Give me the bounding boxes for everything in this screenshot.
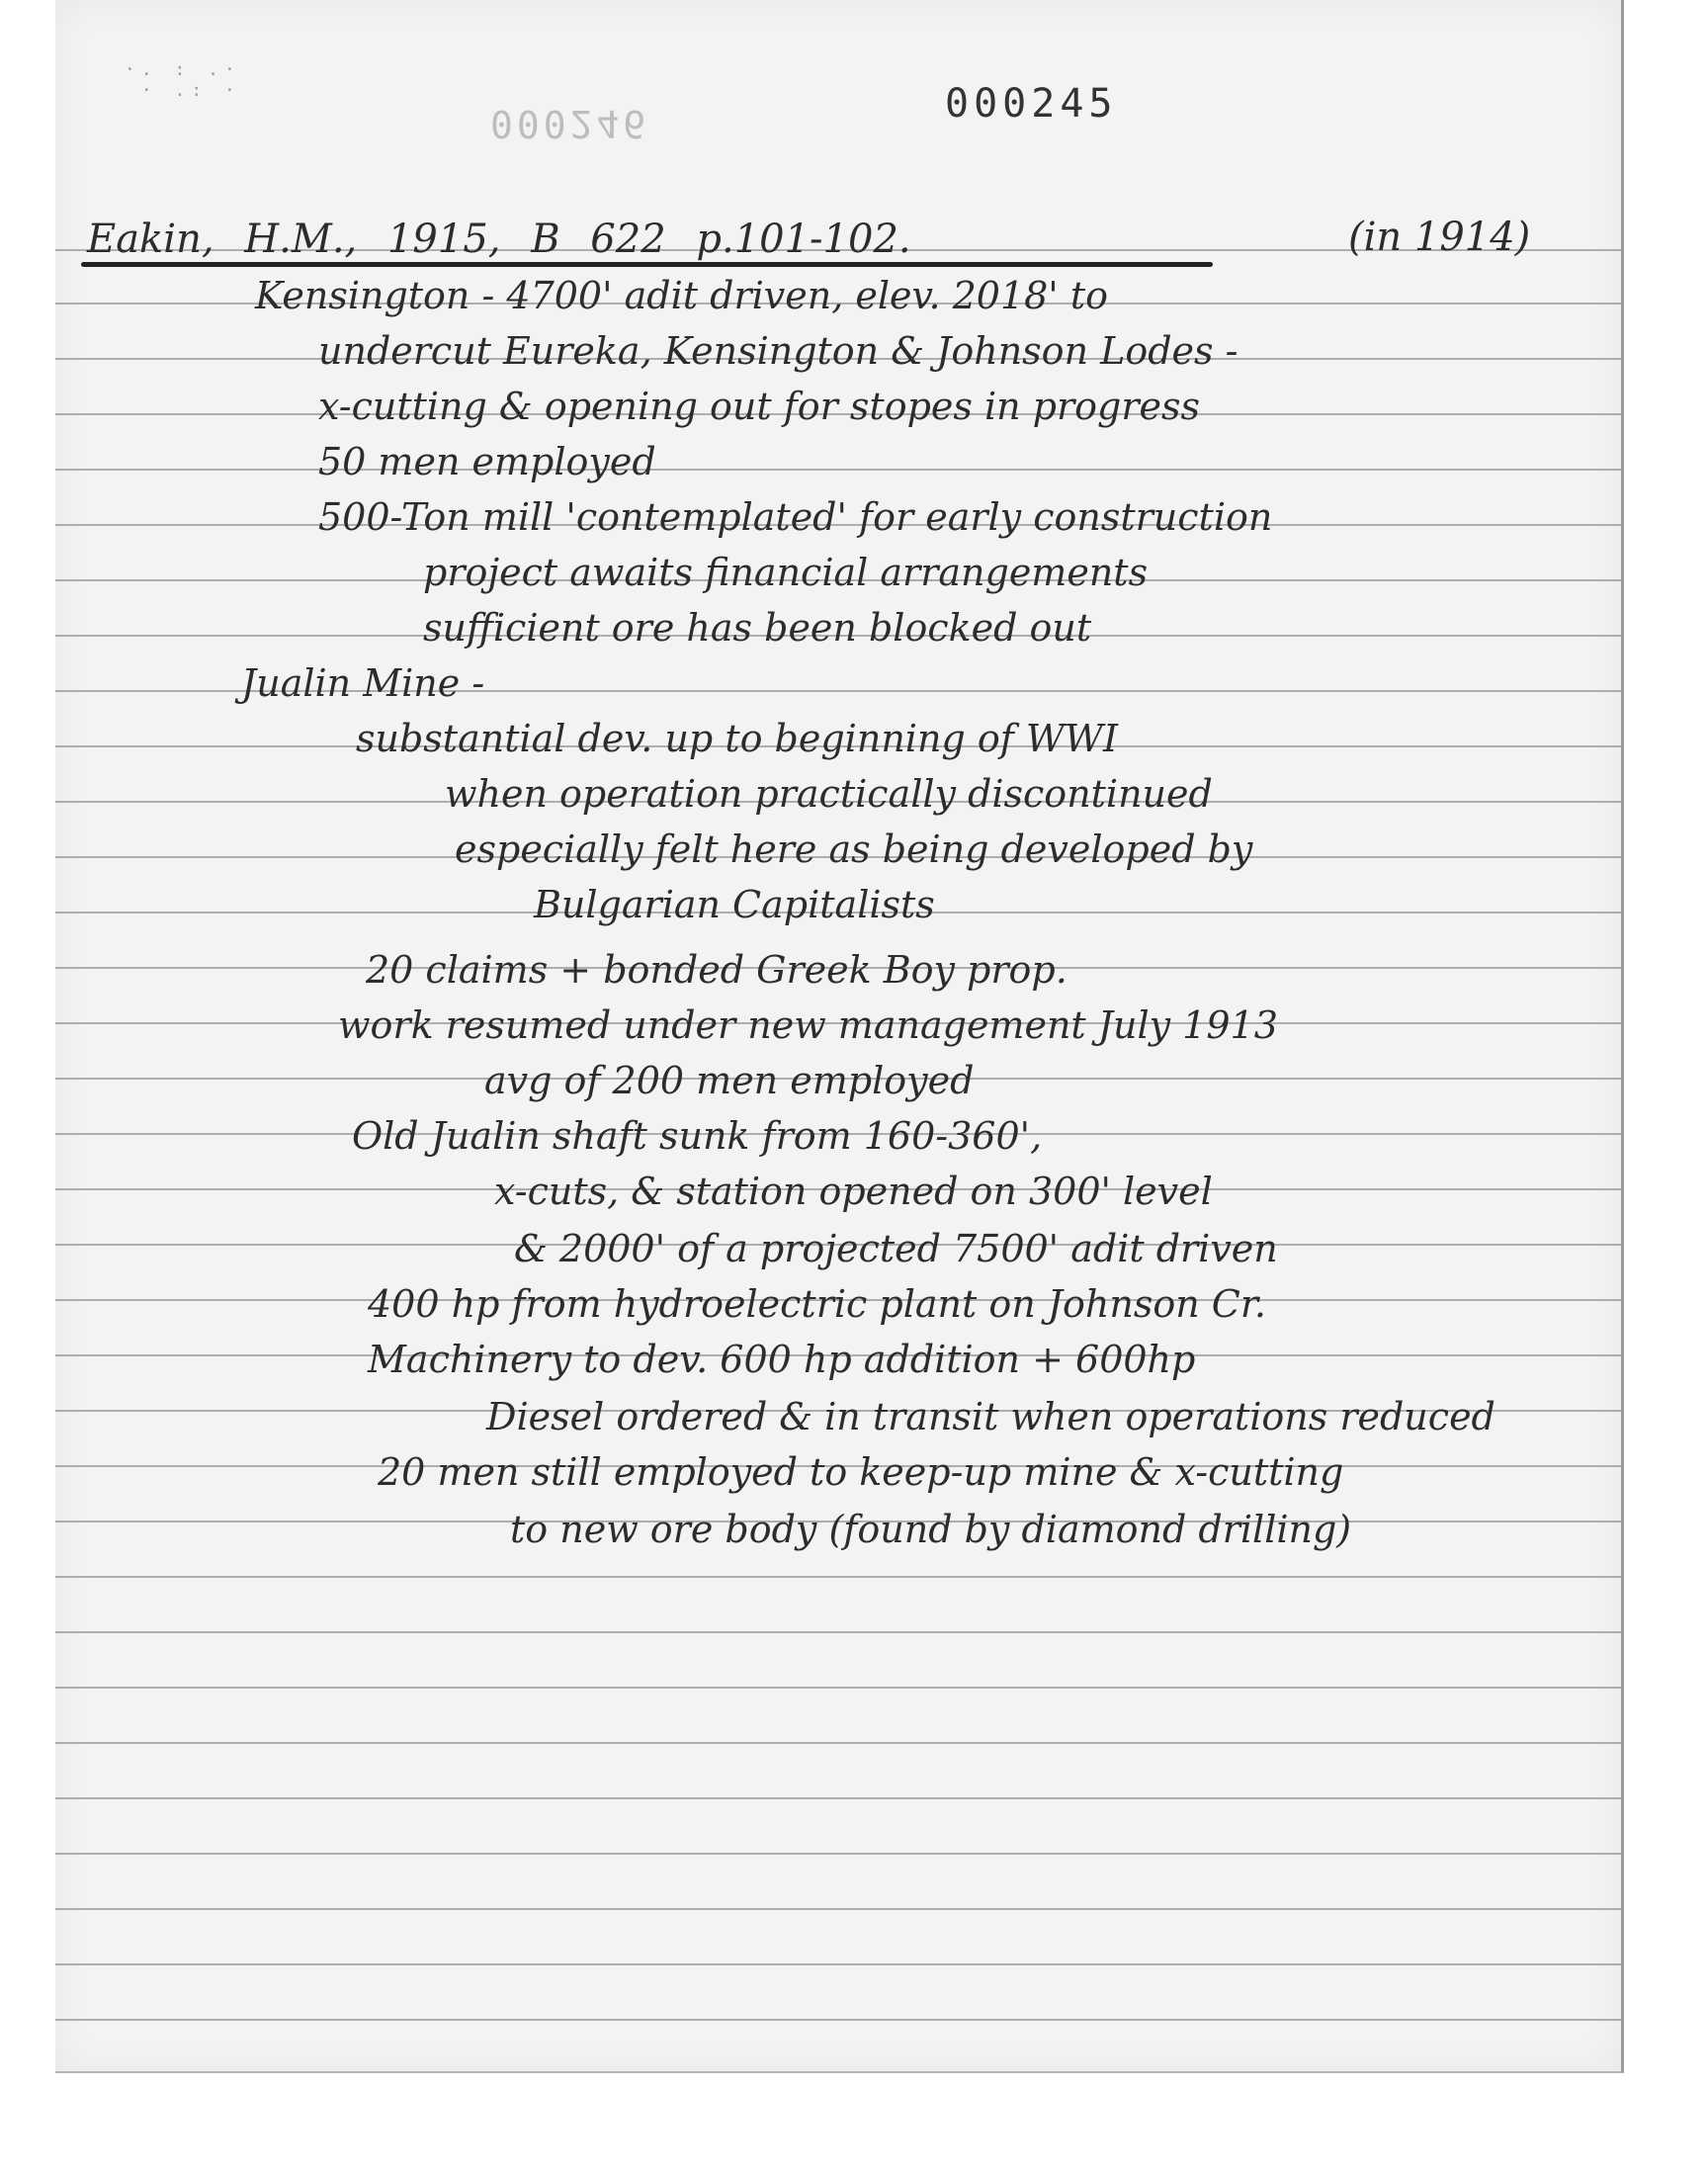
note-line: Machinery to dev. 600 hp addition + 600hp: [368, 1338, 1196, 1381]
ruled-line: [55, 1963, 1621, 1965]
header-citation: Eakin, H.M., 1915, B 622 p.101-102.: [87, 217, 911, 262]
ruled-line: [55, 469, 1621, 471]
note-line: x-cutting & opening out for stopes in progress: [318, 385, 1201, 428]
note-line: 400 hp from hydroelectric plant on Johnson Cr.: [368, 1282, 1266, 1326]
note-line: 50 men employed: [318, 440, 656, 483]
ruled-line: [55, 1687, 1621, 1689]
ruled-line: [55, 1576, 1621, 1578]
note-line: when operation practically discontinued: [445, 772, 1213, 816]
ruled-line: [55, 1797, 1621, 1799]
header-underline: [81, 262, 1213, 267]
note-line: Old Jualin shaft sunk from 160-360',: [352, 1114, 1043, 1158]
note-line: Jualin Mine -: [241, 661, 485, 705]
note-line: x-cuts, & station opened on 300' level: [494, 1170, 1213, 1213]
ruled-line: [55, 2019, 1621, 2021]
note-line: Kensington - 4700' adit driven, elev. 2018' to: [255, 274, 1108, 317]
note-line: Bulgarian Capitalists: [534, 883, 935, 926]
note-line: project awaits financial arrangements: [423, 551, 1149, 594]
ruled-line: [55, 1908, 1621, 1910]
bleed-through-stamp: 000246: [490, 102, 650, 145]
note-line: work resumed under new management July 1913: [338, 1003, 1278, 1047]
scan-speckle: ·. : .· · .: ·: [125, 59, 241, 101]
ruled-line: [55, 1742, 1621, 1744]
document-number-stamp: 000245: [945, 81, 1118, 127]
note-line: substantial dev. up to beginning of WWI: [356, 717, 1118, 760]
ruled-line: [55, 1853, 1621, 1855]
note-line: to new ore body (found by diamond drilling): [510, 1508, 1352, 1551]
note-line: 20 claims + bonded Greek Boy prop.: [366, 948, 1068, 992]
note-line: 500-Ton mill 'contemplated' for early construction: [318, 495, 1273, 539]
ruled-line: [55, 1631, 1621, 1633]
note-line: 20 men still employed to keep-up mine & x-cutting: [378, 1450, 1344, 1494]
note-line: undercut Eureka, Kensington & Johnson Lodes -: [318, 329, 1238, 373]
note-line: & 2000' of a projected 7500' adit driven: [514, 1227, 1278, 1270]
note-line: sufficient ore has been blocked out: [423, 606, 1092, 650]
note-line: especially felt here as being developed by: [455, 827, 1253, 871]
note-line: avg of 200 men employed: [484, 1059, 975, 1102]
note-line: Diesel ordered & in transit when operations reduced: [486, 1395, 1495, 1438]
header-year-note: (in 1914): [1348, 215, 1531, 260]
